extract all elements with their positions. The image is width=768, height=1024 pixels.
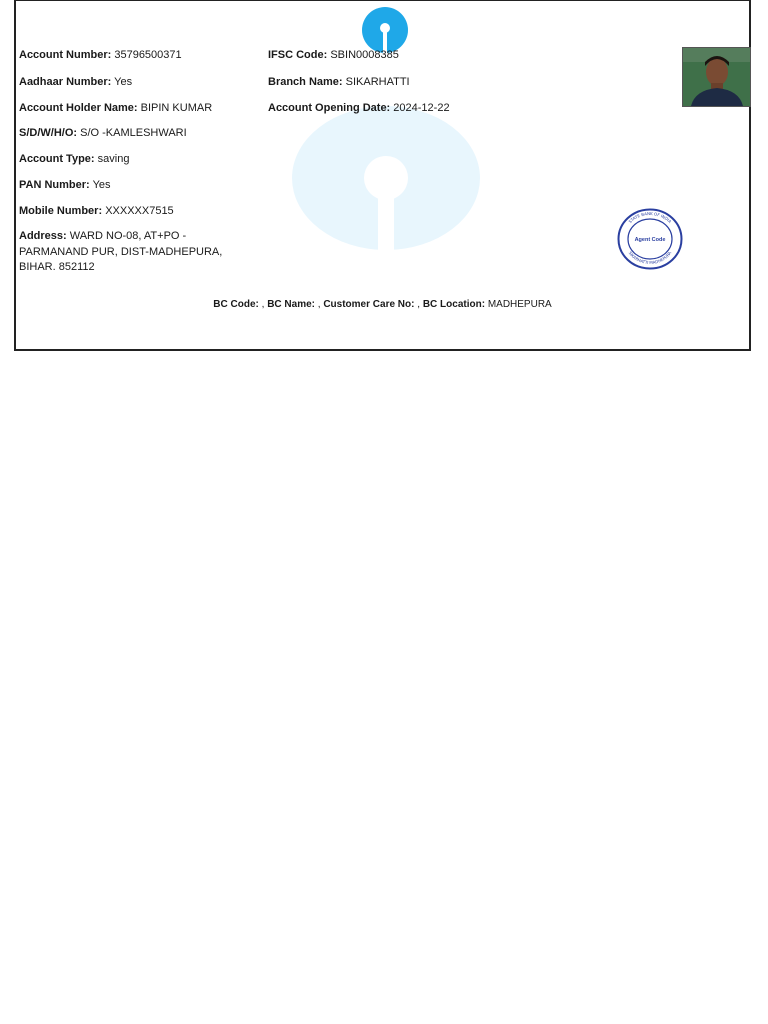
account-number-value: 35796500371 <box>114 49 182 61</box>
account-type-label: Account Type: <box>19 153 95 165</box>
branch-name-row <box>268 75 410 91</box>
account-holder-value: BIPIN KUMAR <box>140 102 213 114</box>
bc-footer: BC Code: , BC Name: , Customer Care No: , BC Location: MADHEPURA <box>213 299 552 310</box>
address-label: Address: <box>19 230 67 242</box>
account-type-value: saving <box>97 153 130 165</box>
account-holder-row <box>19 101 212 117</box>
ifsc-label: IFSC Code: <box>268 49 328 61</box>
address-value: WARD NO-08, AT+PO - PARMANAND PUR, DIST-MADHEPURA, BIHAR. 852112 <box>19 230 223 273</box>
bc-location-label: BC Location: <box>422 299 486 310</box>
sbi-logo-icon <box>361 6 409 54</box>
passbook-card <box>14 0 751 351</box>
person-photo-icon <box>683 48 750 106</box>
stamp-center-text: Agent Code <box>634 237 666 243</box>
bc-location-value: MADHEPURA <box>487 299 552 310</box>
customer-care-label: Customer Care No: <box>323 299 415 310</box>
agent-stamp <box>617 208 683 270</box>
mobile-value: XXXXXX7515 <box>105 205 174 217</box>
mobile-label: Mobile Number: <box>19 205 103 217</box>
aadhaar-value: Yes <box>114 76 133 88</box>
opening-date-value: 2024-12-22 <box>393 102 450 114</box>
branch-name-label: Branch Name: <box>268 76 343 88</box>
relation-value: S/O -KAMLESHWARI <box>80 127 187 139</box>
bc-code-label: BC Code: <box>213 299 259 310</box>
opening-date-row <box>268 101 450 117</box>
pan-label: PAN Number: <box>19 179 90 191</box>
account-type-row <box>19 152 129 168</box>
ifsc-value: SBIN0008385 <box>330 49 399 61</box>
pan-value: Yes <box>92 179 111 191</box>
aadhaar-row <box>19 75 132 91</box>
address-row <box>19 229 229 276</box>
pan-row <box>19 178 111 194</box>
stamp-ring-bottom: SIKARHATTI MADHEPURA <box>627 250 673 266</box>
bc-name-label: BC Name: <box>267 299 315 310</box>
ifsc-row <box>268 48 399 64</box>
account-holder-photo <box>682 47 751 107</box>
stamp-ring-top: STATE BANK OF INDIA <box>627 210 673 225</box>
mobile-row <box>19 204 174 220</box>
relation-label: S/D/W/H/O: <box>19 127 78 139</box>
relation-row <box>19 126 187 142</box>
aadhaar-label: Aadhaar Number: <box>19 76 112 88</box>
account-holder-label: Account Holder Name: <box>19 102 138 114</box>
opening-date-label: Account Opening Date: <box>268 102 391 114</box>
account-number-row <box>19 48 182 64</box>
branch-name-value: SIKARHATTI <box>345 76 410 88</box>
sbi-watermark-icon <box>291 106 481 254</box>
account-number-label: Account Number: <box>19 49 112 61</box>
